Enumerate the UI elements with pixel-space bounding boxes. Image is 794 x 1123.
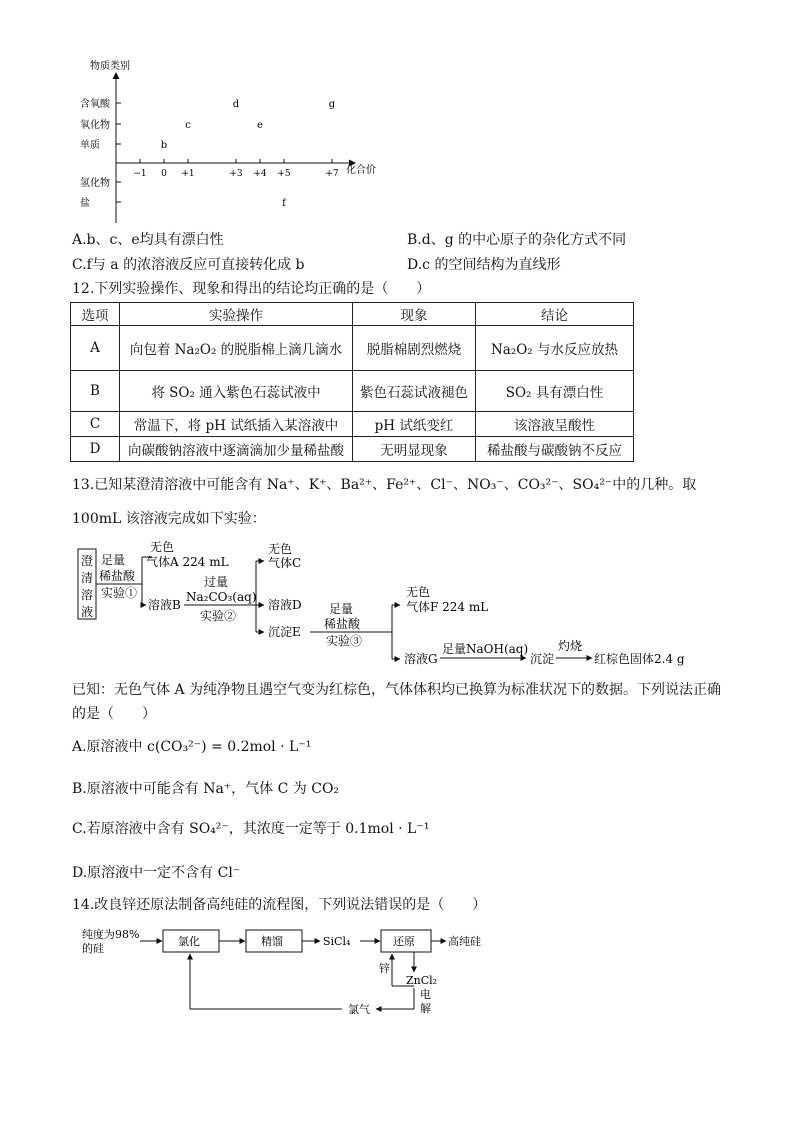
reagent2b: Na₂CO₃(aq) xyxy=(186,590,257,604)
data-point-g: g xyxy=(328,99,336,110)
reagent1b: 稀盐酸 xyxy=(99,569,136,583)
table-cell: 向碳酸钠溶液中逐滴滴加少量稀盐酸 xyxy=(120,437,353,462)
reagent3a: 足量 xyxy=(329,602,354,616)
q13-option-c[interactable]: C.若原溶液中含有 SO₄²⁻，其浓度一定等于 0.1mol · L⁻¹ xyxy=(72,821,430,837)
start-char: 澄 xyxy=(81,554,94,568)
table-row[interactable] xyxy=(71,371,634,412)
table-cell: B xyxy=(71,371,120,412)
distillation-label: 精馏 xyxy=(261,935,283,948)
reduction-label: 还原 xyxy=(393,935,415,948)
chlorination-label: 氯化 xyxy=(178,935,200,948)
data-point-b: b xyxy=(160,140,168,151)
x-tick-label: +5 xyxy=(277,169,291,179)
x-tick-label: −1 xyxy=(133,169,147,179)
raw-silicon-line2: 的硅 xyxy=(82,942,104,955)
table-header-row xyxy=(71,303,634,326)
electrolysis-char: 电 xyxy=(420,988,431,1001)
data-point-d: d xyxy=(232,99,240,110)
product-label: 高纯硅 xyxy=(448,935,481,948)
q11-option-b[interactable]: B.d、g 的中心原子的杂化方式不同 xyxy=(407,232,627,248)
chlorine-label: 氯气 xyxy=(348,1003,370,1016)
valence-class-chart xyxy=(70,55,390,225)
y-axis-label: 物质类别 xyxy=(90,61,130,72)
table-row[interactable] xyxy=(71,437,634,462)
table-cell: 该溶液呈酸性 xyxy=(476,412,634,437)
q12-experiment-table xyxy=(70,302,634,462)
zncl2-label: ZnCl₂ xyxy=(406,974,438,987)
exp2-label: 实验② xyxy=(200,609,237,623)
q13-stem-line2: 100mL 该溶液完成如下实验： xyxy=(72,511,266,527)
start-char: 清 xyxy=(81,571,94,585)
solution-g: 溶液G xyxy=(404,652,438,666)
zinc-label: 锌 xyxy=(379,962,390,975)
reagent3b: 稀盐酸 xyxy=(324,617,361,631)
table-header: 选项 xyxy=(71,303,120,326)
x-tick-label: 0 xyxy=(161,169,167,179)
table-cell: SO₂ 具有漂白性 xyxy=(476,371,634,412)
reagent4: 足量NaOH(aq) xyxy=(442,642,529,656)
raw-silicon-line1: 纯度为98% xyxy=(82,928,140,941)
table-cell: 常温下，将 pH 试纸插入某溶液中 xyxy=(120,412,353,437)
sicl4-label: SiCl₄ xyxy=(323,935,351,948)
data-point-f: f xyxy=(282,198,286,209)
gas-a-line2: 气体A 224 mL xyxy=(146,555,229,569)
gas-f-line1: 无色 xyxy=(406,585,431,599)
table-header: 实验操作 xyxy=(120,303,353,326)
table-cell: 稀盐酸与碳酸钠不反应 xyxy=(476,437,634,462)
solution-d: 溶液D xyxy=(268,598,302,612)
reagent1: 足量 xyxy=(101,553,126,567)
y-category-label: 单质 xyxy=(80,140,100,151)
y-category-label: 含氧酸 xyxy=(80,99,110,110)
table-header: 结论 xyxy=(476,303,634,326)
x-tick-label: +4 xyxy=(253,169,267,179)
table-cell: 无明显现象 xyxy=(353,437,476,462)
table-cell: C xyxy=(71,412,120,437)
table-cell: 向包着 Na₂O₂ 的脱脂棉上滴几滴水 xyxy=(120,326,353,371)
table-cell: 脱脂棉剧烈燃烧 xyxy=(353,326,476,371)
exp3-label: 实验③ xyxy=(326,634,363,648)
table-cell: D xyxy=(71,437,120,462)
x-tick-label: +3 xyxy=(229,169,243,179)
burn-label: 灼烧 xyxy=(558,639,583,653)
q13-option-d[interactable]: D.原溶液中一定不含有 Cl⁻ xyxy=(72,865,241,881)
y-category-label: 氧化物 xyxy=(80,120,110,131)
table-cell: 将 SO₂ 通入紫色石蕊试液中 xyxy=(120,371,353,412)
exp1-label: 实验① xyxy=(101,586,138,600)
q13-option-a[interactable]: A.原溶液中 c(CO₃²⁻) = 0.2mol · L⁻¹ xyxy=(72,739,312,755)
table-cell: A xyxy=(71,326,120,371)
gas-c-line2: 气体C xyxy=(268,556,302,570)
table-cell: 紫色石蕊试液褪色 xyxy=(353,371,476,412)
q12-stem: 12.下列实验操作、现象和得出的结论均正确的是（ ） xyxy=(72,281,431,297)
gas-f-line2: 气体F 224 mL xyxy=(406,600,489,614)
solution-b: 溶液B xyxy=(148,598,181,612)
q13-note-line2: 的是（ ） xyxy=(72,706,156,722)
reagent2a: 过量 xyxy=(204,575,229,589)
q11-option-d[interactable]: D.c 的空间结构为直线形 xyxy=(407,257,561,273)
red-brown-solid: 红棕色固体2.4 g xyxy=(594,652,685,666)
precipitate: 沉淀 xyxy=(530,652,555,666)
gas-a-line1: 无色 xyxy=(150,540,175,554)
data-point-c: c xyxy=(185,120,191,131)
q14-stem: 14.改良锌还原法制备高纯硅的流程图，下列说法错误的是（ ） xyxy=(72,897,487,913)
q14-flow-diagram xyxy=(80,924,510,1024)
q13-stem-line1: 13.已知某澄清溶液中可能含有 Na⁺、K⁺、Ba²⁺、Fe²⁺、Cl⁻、NO₃⁻、CO₃²⁻、SO₄²⁻中的几种。取 xyxy=(72,477,697,493)
y-category-label: 氢化物 xyxy=(80,178,110,189)
q13-note-line1: 已知：无色气体 A 为纯净物且遇空气变为红棕色，气体体积均已换算为标准状况下的数据。下列说法正确 xyxy=(72,682,722,698)
table-cell: pH 试纸变红 xyxy=(353,412,476,437)
q11-option-a[interactable]: A.b、c、e均具有漂白性 xyxy=(72,232,224,248)
q13-flow-diagram xyxy=(74,537,704,667)
x-axis-label: 化合价 xyxy=(346,165,376,176)
gas-c-line1: 无色 xyxy=(268,542,293,556)
table-header: 现象 xyxy=(353,303,476,326)
table-row[interactable] xyxy=(71,412,634,437)
data-point-e: e xyxy=(257,120,263,131)
x-tick-label: +1 xyxy=(181,169,195,179)
table-row[interactable] xyxy=(71,326,634,371)
precipitate-e: 沉淀E xyxy=(268,625,301,639)
x-tick-label: +7 xyxy=(325,169,339,179)
start-char: 溶 xyxy=(81,588,94,602)
start-char: 液 xyxy=(81,605,94,619)
y-category-label: 盐 xyxy=(80,198,90,209)
q13-option-b[interactable]: B.原溶液中可能含有 Na⁺，气体 C 为 CO₂ xyxy=(72,781,340,797)
q11-option-c[interactable]: C.f与 a 的浓溶液反应可直接转化成 b xyxy=(72,257,305,273)
electrolysis-char: 解 xyxy=(420,1002,431,1015)
table-cell: Na₂O₂ 与水反应放热 xyxy=(476,326,634,371)
